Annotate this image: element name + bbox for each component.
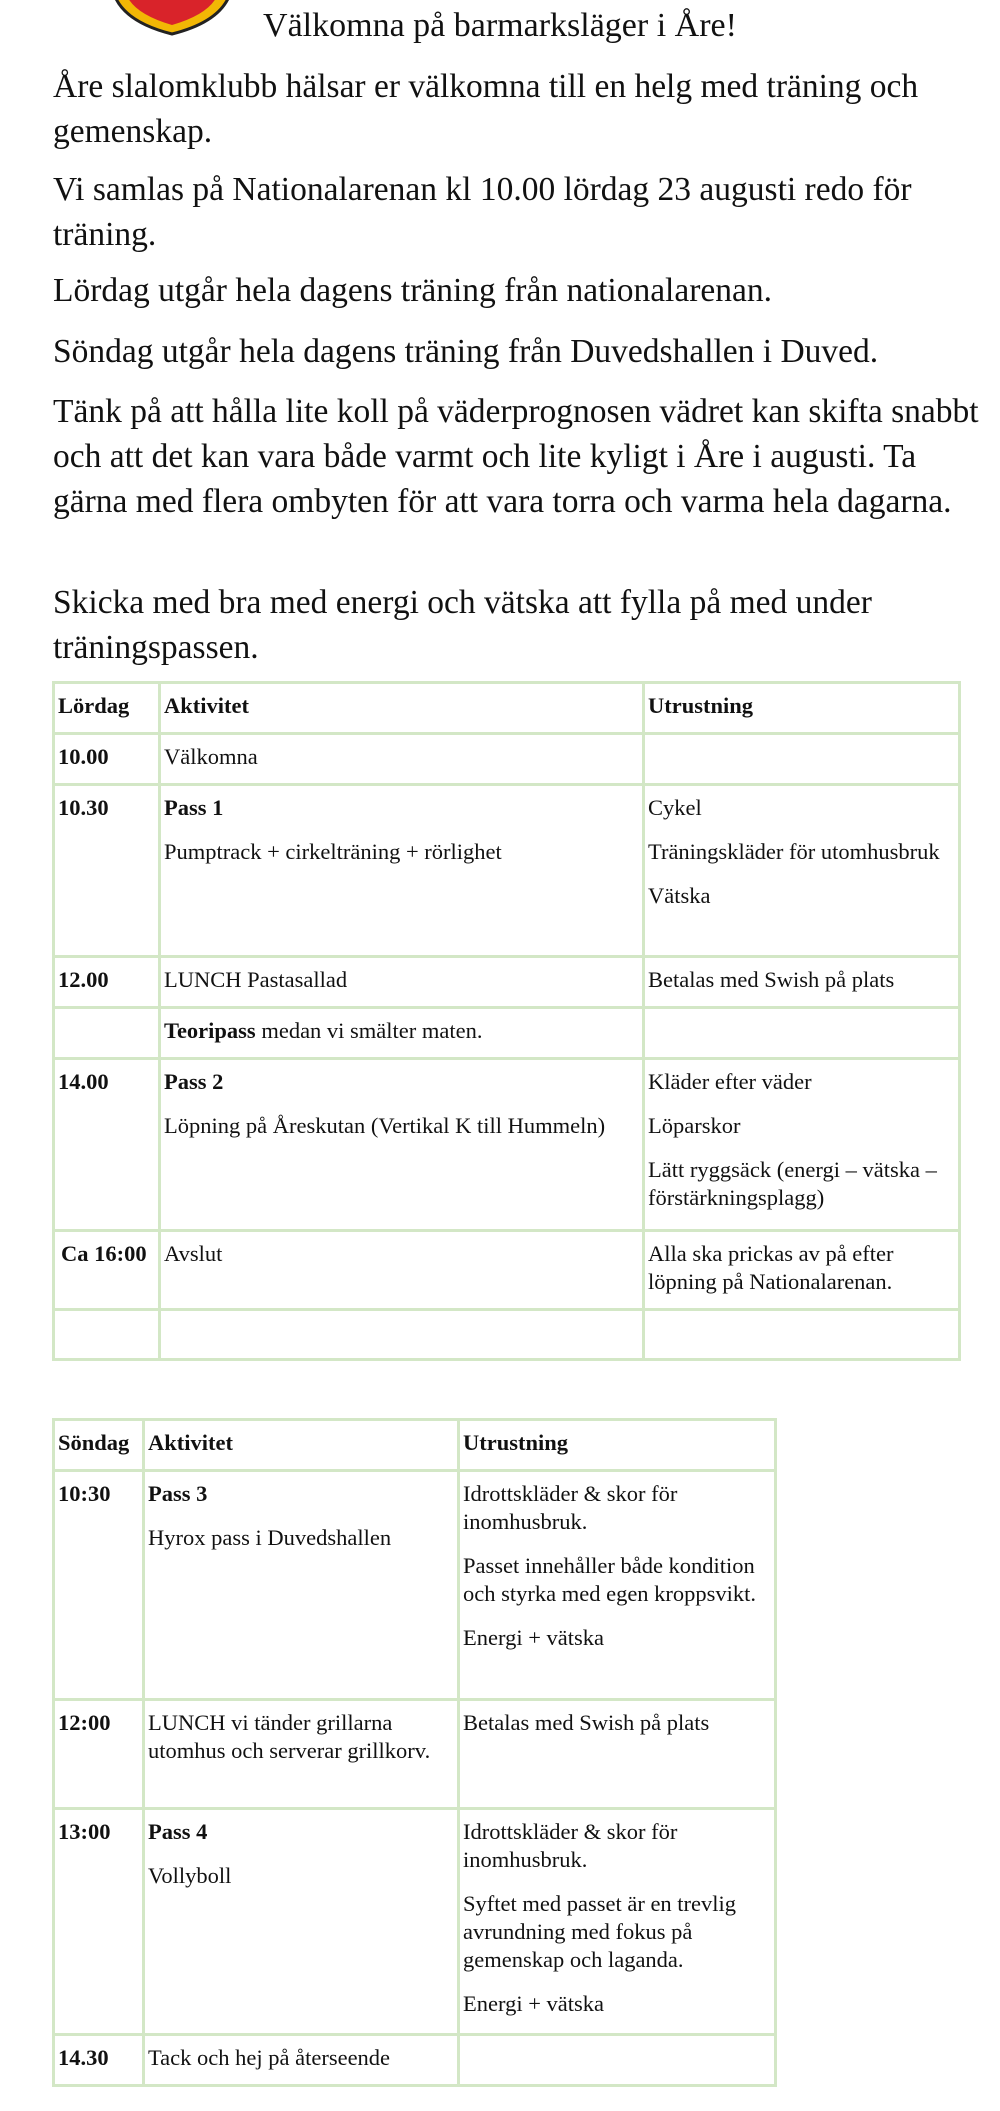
row-activity: Välkomna (160, 734, 644, 785)
table-row (54, 1700, 776, 1809)
equipment-item: Idrottskläder & skor för inomhusbruk. (463, 1819, 678, 1872)
row-equipment: Betalas med Swish på plats (459, 1700, 776, 1809)
row-activity: LUNCH vi tänder grillarna utomhus och serverar grillkorv. (144, 1700, 459, 1809)
header-day: Söndag (54, 1420, 144, 1471)
table-row (54, 734, 960, 785)
row-time: 13:00 (54, 1809, 144, 2035)
activity-description: medan vi smälter maten. (261, 1018, 483, 1043)
row-activity (160, 1059, 644, 1231)
row-equipment (644, 785, 960, 957)
equipment-item: Träningskläder för utomhusbruk (648, 839, 940, 864)
header-activity: Aktivitet (144, 1420, 459, 1471)
activity-description: Vollyboll (148, 1863, 232, 1888)
intro-paragraph: Söndag utgår hela dagens träning från Duvedshallen i Duved. (53, 333, 879, 370)
equipment-item: Energi + vätska (463, 1625, 604, 1650)
header-day: Lördag (54, 683, 160, 734)
table-row (54, 785, 960, 957)
row-equipment: Betalas med Swish på plats (644, 957, 960, 1008)
row-equipment (459, 2035, 776, 2086)
row-time: 12:00 (54, 1700, 144, 1809)
row-activity (160, 785, 644, 957)
equipment-item: Kläder efter väder (648, 1069, 812, 1094)
table-row (54, 957, 960, 1008)
row-equipment (459, 1809, 776, 2035)
activity-description: Pumptrack + cirkelträning + rörlighet (164, 839, 502, 864)
table-row-empty (54, 1310, 960, 1360)
table-row (54, 1059, 960, 1231)
activity-title: Pass 2 (164, 1069, 224, 1094)
saturday-schedule-table (52, 681, 961, 1361)
equipment-item: Lätt ryggsäck (energi – vätska – förstärkningsplagg) (648, 1157, 937, 1210)
table-row (54, 1008, 960, 1059)
equipment-item: Passet innehåller både kondition och styrka med egen kroppsvikt. (463, 1553, 757, 1606)
row-activity (144, 1809, 459, 2035)
equipment-item: Energi + vätska (463, 1991, 604, 2016)
equipment-item: Cykel (648, 795, 702, 820)
equipment-item: Syftet med passet är en trevlig avrundning med fokus på gemenskap och laganda. (463, 1891, 737, 1972)
header-equipment: Utrustning (644, 683, 960, 734)
table-row (54, 2035, 776, 2086)
page-title: Välkomna på barmarksläger i Åre! (263, 7, 737, 44)
row-activity (160, 1008, 644, 1059)
row-time: 10.00 (54, 734, 160, 785)
equipment-item: Vätska (648, 883, 711, 908)
row-time: 10.30 (54, 785, 160, 957)
equipment-item: Idrottskläder & skor för inomhusbruk. (463, 1481, 678, 1534)
row-activity: Tack och hej på återseende (144, 2035, 459, 2086)
row-equipment (644, 1008, 960, 1059)
activity-description: Löpning på Åreskutan (Vertikal K till Hummeln) (164, 1113, 606, 1138)
header-equipment: Utrustning (459, 1420, 776, 1471)
row-equipment (644, 1059, 960, 1231)
row-activity: LUNCH Pastasallad (160, 957, 644, 1008)
row-time: 14.00 (54, 1059, 160, 1231)
row-time: 14.30 (54, 2035, 144, 2086)
intro-paragraph: Lördag utgår hela dagens träning från nationalarenan. (53, 272, 773, 309)
intro-paragraph: Tänk på att hålla lite koll på väderprognosen vädret kan skifta snabbt och att det kan vara både varmt och lite kyligt i Åre i augusti. Ta gärna med flera ombyten för att vara torra och varma hela dagarna. (53, 393, 979, 520)
table-row (54, 1231, 960, 1310)
equipment-item: Löparskor (648, 1113, 741, 1138)
row-time: 12.00 (54, 957, 160, 1008)
row-activity (144, 1471, 459, 1700)
row-activity: Avslut (160, 1231, 644, 1310)
table-header-row (54, 683, 960, 734)
activity-title: Pass 3 (148, 1481, 208, 1506)
row-time: Ca 16:00 (54, 1231, 160, 1310)
row-equipment (644, 734, 960, 785)
table-row (54, 1809, 776, 2035)
activity-title: Pass 1 (164, 795, 224, 820)
row-time: 10:30 (54, 1471, 144, 1700)
activity-description: Hyrox pass i Duvedshallen (148, 1525, 392, 1550)
intro-paragraph: Vi samlas på Nationalarenan kl 10.00 lördag 23 augusti redo för träning. (53, 171, 912, 253)
row-equipment: Alla ska prickas av på efter löpning på Nationalarenan. (644, 1231, 960, 1310)
activity-title: Teoripass (164, 1018, 256, 1043)
activity-title: Pass 4 (148, 1819, 208, 1844)
sunday-schedule-table (52, 1418, 777, 2087)
row-equipment (459, 1471, 776, 1700)
table-row (54, 1471, 776, 1700)
header-activity: Aktivitet (160, 683, 644, 734)
intro-paragraph: Skicka med bra med energi och vätska att fylla på med under träningspassen. (53, 584, 872, 666)
table-header-row (54, 1420, 776, 1471)
row-time (54, 1008, 160, 1059)
intro-paragraph: Åre slalomklubb hälsar er välkomna till en helg med träning och gemenskap. (53, 68, 919, 150)
